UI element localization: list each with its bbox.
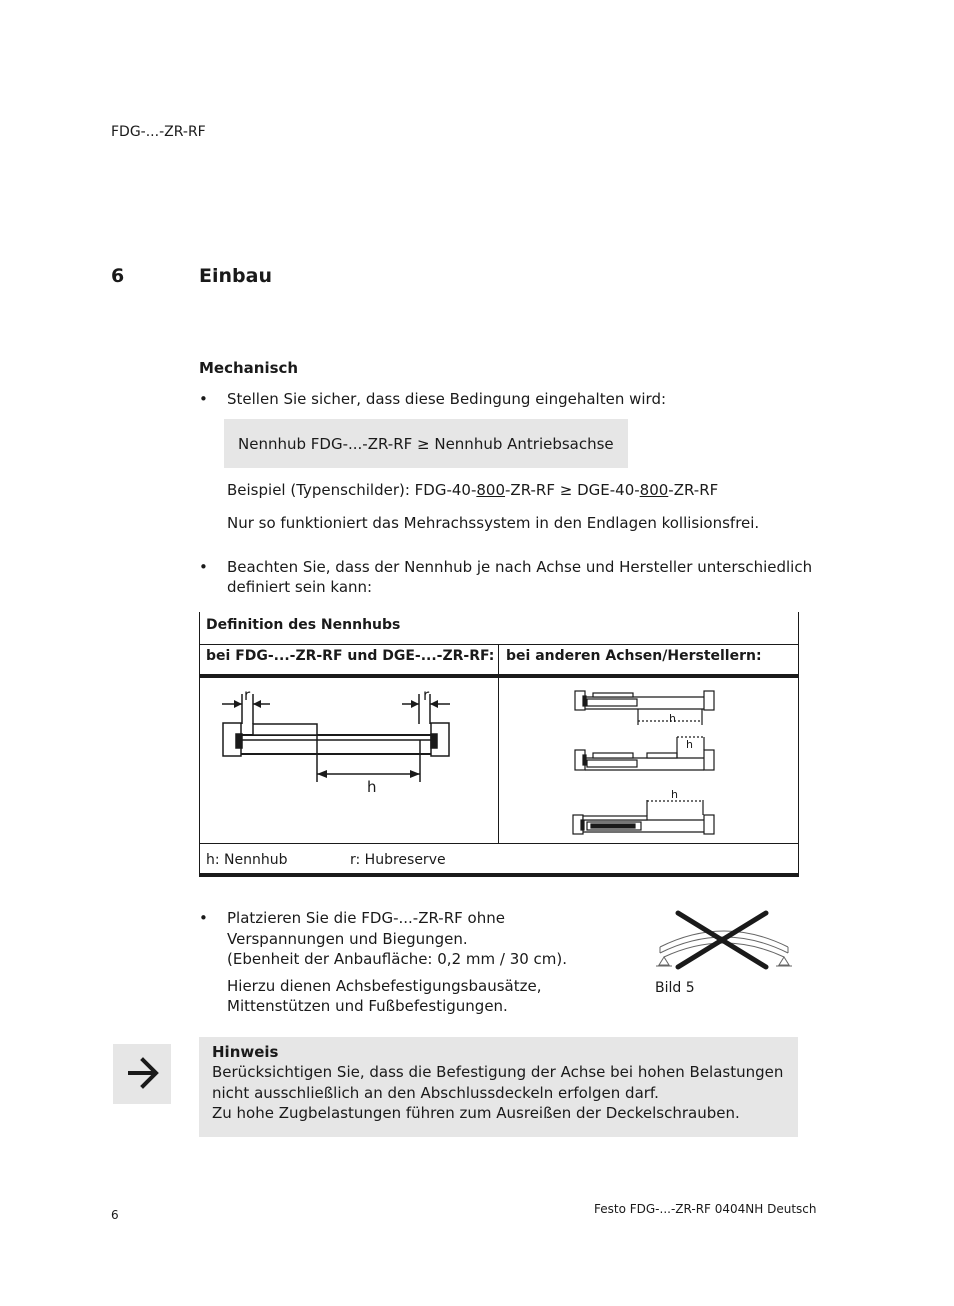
- example-part: Beispiel (Typenschilder): FDG-40-: [227, 481, 477, 499]
- bullet-marker: •: [199, 909, 208, 927]
- subsection-title: Mechanisch: [199, 359, 299, 377]
- example-text: [227, 480, 718, 500]
- bullet-2-line2: definiert sein kann:: [227, 578, 373, 596]
- footer-doc-info: Festo FDG-...-ZR-RF 0404NH Deutsch: [594, 1202, 817, 1216]
- bullet-3-line2: Verspannungen und Biegungen.: [227, 930, 468, 948]
- bullet-3-line3: (Ebenheit der Anbaufläche: 0,2 mm / 30 cm).: [227, 950, 568, 968]
- table-title: Definition des Nennhubs: [206, 617, 401, 633]
- legend-nennhub: h: Nennhub: [206, 852, 288, 868]
- bullet-marker: •: [199, 558, 208, 576]
- condition-text: Nennhub FDG-...-ZR-RF ≥ Nennhub Antriebsachse: [238, 435, 614, 453]
- condition-box: [224, 419, 628, 468]
- hinweis-line1: Berücksichtigen Sie, dass die Befestigung der Achse bei hohen Belastungen: [212, 1063, 784, 1081]
- other-axes-stroke-diagram: [499, 680, 798, 842]
- legend-hubreserve: r: Hubreserve: [350, 852, 446, 868]
- label-r-left: r: [244, 686, 251, 704]
- example-stroke-value: 800: [639, 481, 669, 499]
- label-h-3: h: [671, 788, 678, 801]
- label-r-right: r: [423, 686, 430, 704]
- running-header: FDG-...-ZR-RF: [111, 124, 206, 140]
- hinweis-title: Hinweis: [212, 1043, 279, 1061]
- page-number: 6: [111, 1208, 119, 1222]
- table-col1-header: bei FDG-...-ZR-RF und DGE-...-ZR-RF:: [206, 648, 495, 664]
- fdg-stroke-diagram: [200, 680, 498, 842]
- label-h-2: h: [686, 738, 693, 751]
- bullet-1-text: Stellen Sie sicher, dass diese Bedingung eingehalten wird:: [227, 390, 667, 408]
- arrow-right-icon: [127, 1056, 159, 1090]
- label-h: h: [367, 778, 377, 796]
- example-part: -ZR-RF: [668, 481, 719, 499]
- hinweis-line3: Zu hohe Zugbelastungen führen zum Ausreißen der Deckelschrauben.: [212, 1104, 740, 1122]
- bullet-2-line1: Beachten Sie, dass der Nennhub je nach Achse und Hersteller unterschiedlich: [227, 558, 813, 576]
- collision-note: Nur so funktioniert das Mehrachssystem in den Endlagen kollisionsfrei.: [227, 514, 760, 532]
- bent-axis-crossed-figure: [652, 905, 797, 975]
- example-part: -ZR-RF ≥ DGE-40-: [505, 481, 640, 499]
- bullet-3-sub1: Hierzu dienen Achsbefestigungsbausätze,: [227, 977, 542, 995]
- bullet-marker: •: [199, 390, 208, 408]
- hinweis-line2: nicht ausschließlich an den Abschlussdeckeln erfolgen darf.: [212, 1084, 659, 1102]
- figure-caption: Bild 5: [655, 980, 695, 996]
- table-col2-header: bei anderen Achsen/Herstellern:: [506, 648, 762, 664]
- label-h-1: h: [669, 712, 676, 725]
- section-number: 6: [111, 265, 125, 287]
- bullet-3-sub2: Mittenstützen und Fußbefestigungen.: [227, 997, 508, 1015]
- example-stroke-value: 800: [476, 481, 506, 499]
- hinweis-box: [199, 1037, 798, 1137]
- hinweis-icon-box: [113, 1044, 171, 1104]
- bullet-3-line1: Platzieren Sie die FDG-...-ZR-RF ohne: [227, 909, 505, 927]
- section-title: Einbau: [199, 265, 272, 287]
